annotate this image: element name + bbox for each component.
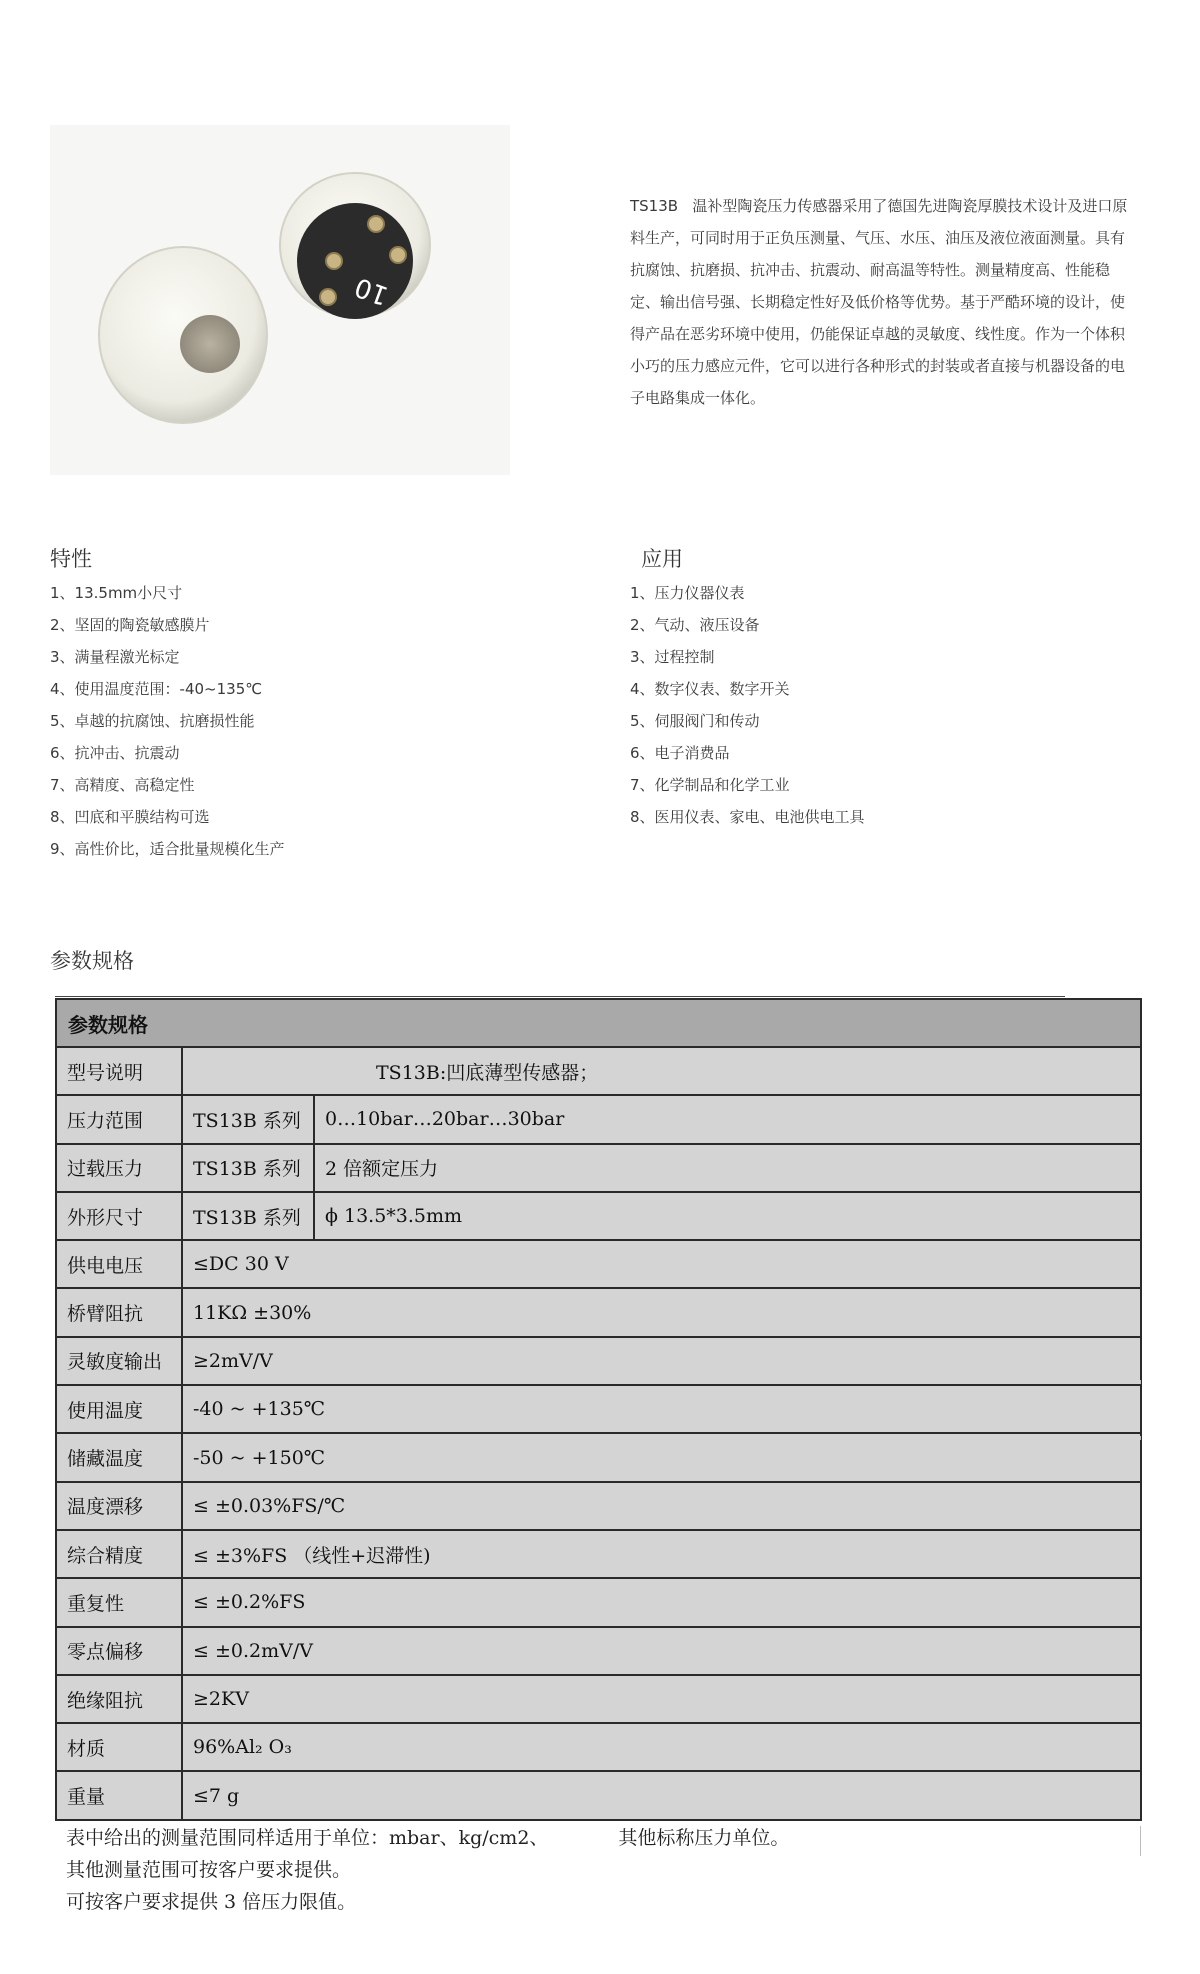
description-text: 温补型陶瓷压力传感器采用了德国先进陶瓷厚膜技术设计及进口原料生产，可同时用于正负压测量、气压、水压、油压及液位液面测量。具有抗腐蚀、抗磨损、抗冲击、抗震动、耐高温等特性。测量精度高、性能稳定、输出信号强、长期稳定性好及低价格等优势。基于严酷环境的设计，使得产品在恶劣环境中使用，仍能保证卓越的灵敏度、线性度。作为一个体积小巧的压力感应元件，它可以进行各种形式的封装或者直接与机器设备的电子电路集成一体化。 [630,197,1128,407]
table-row [57,1048,1140,1096]
row-value: ≤DC 30 V [193,1253,289,1276]
note-text: 其他标称压力单位。 [618,1827,790,1849]
feature-item: 8、凹底和平膜结构可选 [50,808,210,826]
table-row [57,1628,1140,1676]
sensor-illustration [50,125,510,475]
application-item: 5、伺服阀门和传动 [630,712,760,730]
note-line: 可按客户要求提供 3 倍压力限值。 [66,1891,357,1913]
table-row [57,1676,1140,1724]
row-value: ≤ ±0.03%FS/℃ [193,1494,346,1517]
features-list [50,577,285,865]
table-row [57,1145,1140,1193]
feature-item: 5、卓越的抗腐蚀、抗磨损性能 [50,712,255,730]
edge-mark [1140,1826,1141,1856]
application-item: 3、过程控制 [630,648,715,666]
feature-item: 7、高精度、高稳定性 [50,776,195,794]
table-row [57,1289,1140,1337]
row-value: 11KΩ ±30% [193,1301,312,1324]
spec-section-title: 参数规格 [50,949,134,973]
feature-item: 3、满量程激光标定 [50,648,180,666]
spec-table [55,998,1142,1821]
row-value: 2 倍额定压力 [325,1158,439,1181]
row-label: 供电电压 [57,1241,183,1287]
applications-list [630,577,865,833]
row-label: 桥臂阻抗 [57,1289,183,1335]
table-row [57,1772,1140,1818]
row-label: 重量 [57,1772,183,1818]
table-row [57,1434,1140,1482]
row-label: 储藏温度 [57,1434,183,1480]
row-label: 零点偏移 [57,1628,183,1674]
row-series: TS13B 系列 [183,1193,315,1239]
row-value: 0…10bar…20bar…30bar [325,1108,565,1131]
application-item: 7、化学制品和化学工业 [630,776,790,794]
row-value: 96%Al₂ O₃ [193,1736,292,1759]
table-row [57,1338,1140,1386]
row-value: -50 ~ +150℃ [193,1446,326,1469]
row-label: 绝缘阻抗 [57,1676,183,1722]
edge-mark [1140,1380,1141,1384]
note-line [66,1822,789,1854]
row-label: 综合精度 [57,1531,183,1577]
row-value: ≤ ±0.2%FS [193,1591,306,1614]
row-value: ϕ 13.5*3.5mm [325,1205,463,1228]
row-label: 灵敏度输出 [57,1338,183,1384]
application-item: 1、压力仪器仪表 [630,584,745,602]
application-item: 6、电子消费品 [630,744,730,762]
row-value: -40 ~ +135℃ [193,1398,326,1421]
applications-title: 应用 [641,547,683,571]
row-label: 外形尺寸 [57,1193,183,1239]
feature-item: 6、抗冲击、抗震动 [50,744,180,762]
note-line: 其他测量范围可按客户要求提供。 [66,1859,352,1881]
row-value: ≤ ±0.2mV/V [193,1639,313,1662]
chip-marking: 10 [350,271,393,311]
model-name: TS13B [630,197,679,215]
feature-item: 4、使用温度范围：-40~135℃ [50,680,263,698]
table-row [57,1096,1140,1144]
product-description [630,190,1130,414]
product-photo [50,125,510,475]
row-series: TS13B 系列 [183,1096,315,1142]
feature-item: 1、13.5mm小尺寸 [50,584,183,602]
row-value: ≤7 g [193,1784,240,1807]
table-row [57,1241,1140,1289]
table-notes [66,1822,789,1918]
row-label: 材质 [57,1724,183,1770]
table-row [57,1193,1140,1241]
table-row [57,1483,1140,1531]
row-label: 使用温度 [57,1386,183,1432]
table-row [57,1386,1140,1434]
row-value: ≤ ±3%FS （线性+迟滞性) [193,1544,431,1567]
row-value: ≥2mV/V [193,1349,273,1372]
row-series: TS13B 系列 [183,1145,315,1191]
table-row [57,1579,1140,1627]
feature-item: 2、坚固的陶瓷敏感膜片 [50,616,210,634]
row-label: 过载压力 [57,1145,183,1191]
row-value: TS13B:凹底薄型传感器； [376,1061,599,1084]
row-label: 压力范围 [57,1096,183,1142]
divider [55,996,1065,997]
application-item: 2、气动、液压设备 [630,616,760,634]
table-row [57,1724,1140,1772]
table-row [57,1531,1140,1579]
edge-mark [1140,1436,1141,1440]
sensor-center-hole [180,315,240,373]
application-item: 8、医用仪表、家电、电池供电工具 [630,808,865,826]
row-label: 温度漂移 [57,1483,183,1529]
row-value: ≥2KV [193,1688,249,1710]
application-item: 4、数字仪表、数字开关 [630,680,790,698]
feature-item: 9、高性价比，适合批量规模化生产 [50,840,285,858]
features-title: 特性 [50,547,92,571]
spec-table-header: 参数规格 [57,1000,1140,1048]
row-label: 重复性 [57,1579,183,1625]
note-text: 表中给出的测量范围同样适用于单位：mbar、kg/cm2、 [66,1827,549,1849]
row-label: 型号说明 [57,1048,183,1094]
